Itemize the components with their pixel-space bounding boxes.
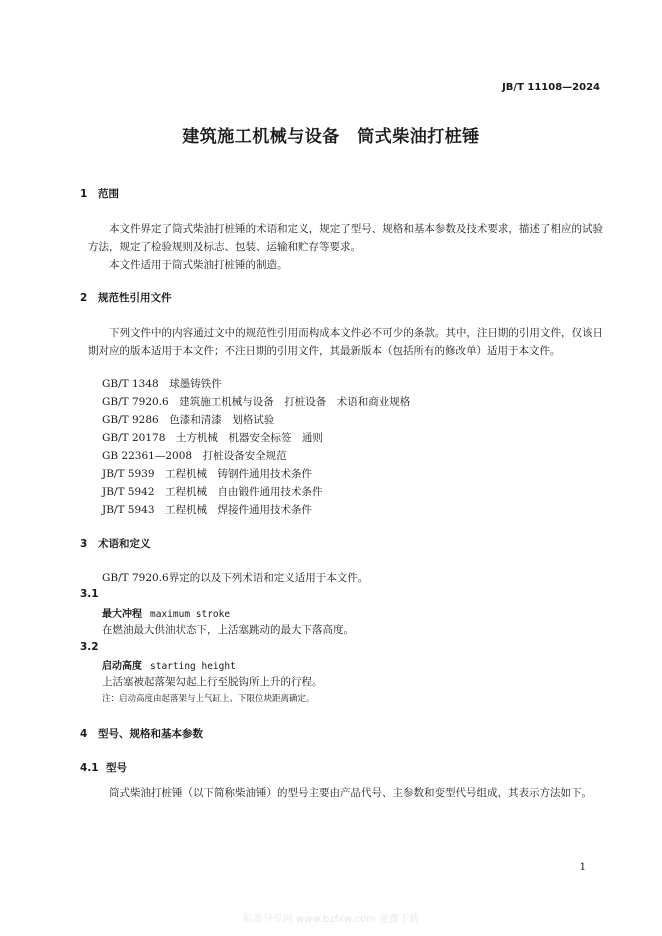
subsection-number: 4.1 — [80, 762, 99, 774]
term-name — [102, 605, 230, 620]
section-title: 规范性引用文件 — [98, 292, 172, 304]
term-note: 注：启动高度由起落架与上气缸上、下限位块距离确定。 — [102, 694, 315, 704]
reference-item: JB/T 5942 工程机械 自由锻件通用技术条件 — [102, 486, 323, 498]
reference-item: GB/T 20178 土方机械 机器安全标签 通则 — [102, 432, 323, 444]
section-2-paragraph-1: 下列文件中的内容通过文中的规范性引用而构成本文件必不可少的条款。其中，注日期的引用文件，仅该日期对应的版本适用于本文件；不注日期的引用文件，其最新版本（包括所有的修改单）适用于本文件。 — [88, 327, 603, 357]
page-number: 1 — [579, 862, 586, 873]
reference-item: GB/T 7920.6 建筑施工机械与设备 打桩设备 术语和商业规格 — [102, 396, 411, 408]
section-number: 2 — [80, 292, 88, 304]
term-definition: 上活塞被起落架勾起上行至脱钩所上升的行程。 — [102, 676, 323, 688]
subsection-4-1-heading — [80, 760, 127, 775]
section-number: 4 — [80, 728, 88, 740]
reference-item: GB/T 9286 色漆和清漆 划格试验 — [102, 414, 275, 426]
reference-item: JB/T 5943 工程机械 焊接件通用技术条件 — [102, 504, 313, 516]
section-number: 3 — [80, 538, 88, 550]
section-4-heading — [80, 726, 203, 741]
reference-item: JB/T 5939 工程机械 铸钢件通用技术条件 — [102, 468, 313, 480]
term-definition: 在燃油最大供油状态下，上活塞跳动的最大下落高度。 — [102, 624, 354, 636]
section-title: 术语和定义 — [98, 538, 151, 550]
subsection-title: 型号 — [106, 762, 127, 774]
watermark: 标准分享网 www.bzfxw.com 免费下载 — [243, 914, 419, 925]
term-name-en: starting height — [150, 661, 236, 672]
document-title: 建筑施工机械与设备 筒式柴油打桩锤 — [182, 127, 480, 147]
section-number: 1 — [80, 188, 88, 200]
term-name-zh: 最大冲程 — [102, 609, 142, 620]
reference-item: GB 22361—2008 打桩设备安全规范 — [102, 450, 287, 462]
term-number: 3.2 — [80, 641, 99, 653]
term-number: 3.1 — [80, 588, 99, 600]
section-title: 型号、规格和基本参数 — [98, 728, 203, 740]
term-name — [102, 657, 236, 672]
reference-item: GB/T 1348 球墨铸铁件 — [102, 378, 222, 390]
section-1-paragraph-2: 本文件适用于筒式柴油打桩锤的制造。 — [109, 259, 288, 271]
term-name-zh: 启动高度 — [102, 661, 142, 672]
section-title: 范围 — [98, 188, 119, 200]
section-4-1-paragraph-1: 筒式柴油打桩锤（以下简称柴油锤）的型号主要由产品代号、主参数和变型代号组成，其表示方法如下。 — [109, 787, 592, 799]
term-name-en: maximum stroke — [150, 609, 231, 620]
standard-code: JB/T 11108—2024 — [502, 82, 600, 93]
section-3-heading — [80, 536, 151, 551]
section-2-heading — [80, 290, 172, 305]
section-1-paragraph-1: 本文件界定了筒式柴油打桩锤的术语和定义，规定了型号、规格和基本参数及技术要求，描述了相应的试验方法，规定了检验规则及标志、包装、运输和贮存等要求。 — [88, 223, 603, 253]
section-3-paragraph-1: GB/T 7920.6界定的以及下列术语和定义适用于本文件。 — [102, 572, 369, 584]
section-1-heading — [80, 186, 119, 201]
